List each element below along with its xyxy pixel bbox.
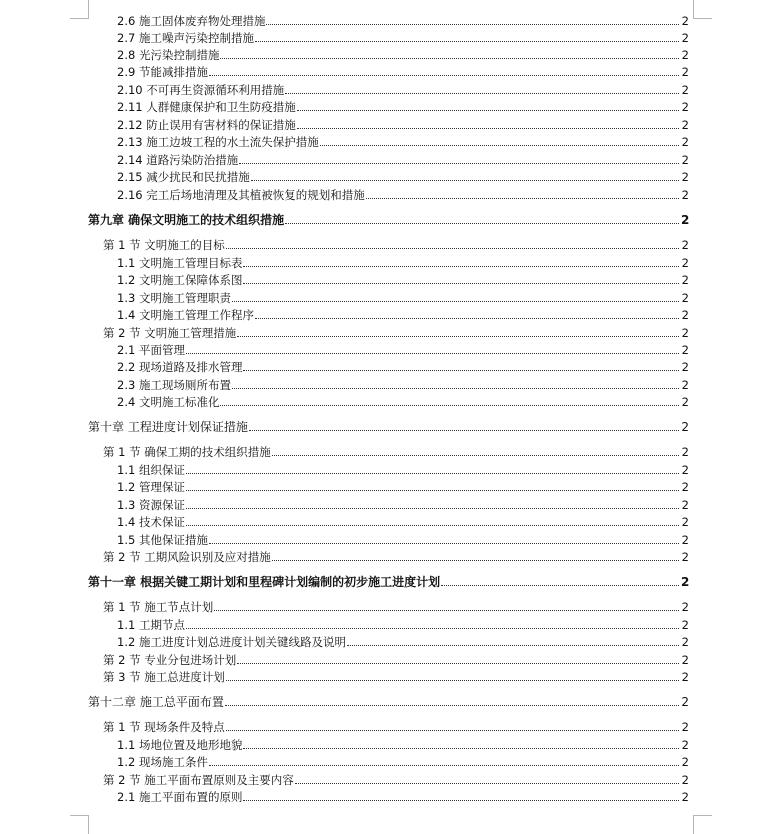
toc-dot-leader [285,222,679,224]
toc-subsection-entry[interactable] [117,632,689,649]
toc-page-number: 2 [681,343,689,357]
toc-chapter-entry[interactable] [88,572,689,589]
toc-page-number: 2 [681,188,689,202]
toc-subsection-entry[interactable] [117,150,689,167]
toc-entry-title: 2.10 不可再生资源循环利用措施 [117,83,285,97]
toc-subsection-entry[interactable] [117,460,689,477]
toc-subsection-entry[interactable] [117,735,689,752]
toc-entry-title: 1.3 资源保证 [117,498,185,512]
toc-subsection-entry[interactable] [117,132,689,149]
toc-page-number: 2 [681,600,689,614]
toc-dot-leader [237,662,679,664]
toc-subsection-entry[interactable] [117,305,689,322]
toc-dot-leader [225,704,679,706]
toc-entry-title: 2.4 文明施工标准化 [117,395,220,409]
toc-page-number: 2 [681,445,689,459]
toc-page-number: 2 [681,65,689,79]
toc-page-number: 2 [681,273,689,287]
toc-page-number: 2 [681,48,689,62]
toc-entry-title: 1.1 场地位置及地形地貌 [117,738,243,752]
toc-subsection-entry[interactable] [117,340,689,357]
toc-page-number: 2 [681,618,689,632]
toc-entry-title: 1.1 组织保证 [117,463,185,477]
toc-entry-title: 2.14 道路污染防治措施 [117,153,239,167]
toc-subsection-entry[interactable] [117,11,689,28]
crop-mark-bottom-right [693,815,712,834]
toc-page-number: 2 [681,790,689,804]
toc-page-number: 2 [681,100,689,114]
toc-chapter-entry[interactable] [88,692,689,709]
toc-entry-title: 2.15 减少扰民和民扰措施 [117,170,250,184]
toc-dot-leader [297,109,679,111]
toc-page-number: 2 [681,256,689,270]
crop-mark-bottom-left [70,815,89,834]
toc-page-number: 2 [681,550,689,564]
toc-dot-leader [214,609,679,611]
toc-dot-leader [209,74,679,76]
toc-entry-title: 2.9 节能减排措施 [117,65,208,79]
toc-entry-title: 1.2 现场施工条件 [117,755,208,769]
toc-subsection-entry[interactable] [117,115,689,132]
toc-chapter-entry[interactable] [88,210,689,227]
toc-subsection-entry[interactable] [117,45,689,62]
toc-entry-title: 2.11 人群健康保护和卫生防疫措施 [117,100,296,114]
toc-subsection-entry[interactable] [117,615,689,632]
toc-subsection-entry[interactable] [117,357,689,374]
toc-page-number: 2 [681,31,689,45]
toc-page-number: 2 [681,291,689,305]
toc-page-number: 2 [681,498,689,512]
toc-page-number: 2 [681,738,689,752]
toc-dot-leader [285,92,679,94]
toc-entry-title: 第 1 节 施工节点计划 [103,600,214,614]
toc-page-number: 2 [681,326,689,340]
toc-dot-leader [251,179,679,181]
toc-entry-title: 第九章 确保文明施工的技术组织措施 [88,213,285,227]
toc-entry-title: 2.12 防止误用有害材料的保证措施 [117,118,296,132]
toc-entry-title: 2.13 施工边坡工程的水土流失保护措施 [117,135,319,149]
toc-dot-leader [441,584,679,586]
toc-subsection-entry[interactable] [117,375,689,392]
toc-entry-title: 1.5 其他保证措施 [117,533,208,547]
toc-page-number: 2 [681,670,689,684]
toc-page-number: 2 [681,720,689,734]
toc-subsection-entry[interactable] [117,28,689,45]
toc-page-number: 2 [681,360,689,374]
toc-section-entry[interactable] [103,650,689,667]
toc-section-entry[interactable] [103,235,689,252]
toc-dot-leader [226,679,679,681]
toc-dot-leader [347,644,679,646]
toc-section-entry[interactable] [103,667,689,684]
toc-entry-title: 2.3 施工现场厕所布置 [117,378,231,392]
toc-page-number: 2 [681,755,689,769]
toc-dot-leader [186,627,679,629]
crop-mark-top-left [70,0,89,19]
toc-dot-leader [249,429,679,431]
toc-entry-title: 第 1 节 现场条件及特点 [103,720,225,734]
toc-entry-title: 第十章 工程进度计划保证措施 [88,420,248,434]
toc-entry-title: 第 2 节 文明施工管理措施 [103,326,237,340]
toc-page-number: 2 [681,395,689,409]
toc-entry-title: 第 2 节 专业分包进场计划 [103,653,237,667]
toc-page-number: 2 [681,515,689,529]
toc-entry-title: 第 1 节 文明施工的目标 [103,238,225,252]
toc-entry-title: 第 1 节 确保工期的技术组织措施 [103,445,271,459]
toc-page-number: 2 [681,635,689,649]
toc-subsection-entry[interactable] [117,530,689,547]
toc-subsection-entry[interactable] [117,167,689,184]
toc-page-number: 2 [681,14,689,28]
toc-entry-title: 1.2 施工进度计划总进度计划关键线路及说明 [117,635,346,649]
toc-section-entry[interactable] [103,323,689,340]
toc-dot-leader [209,542,679,544]
toc-dot-leader [209,764,679,766]
toc-entry-title: 第 2 节 工期风险识别及应对措施 [103,550,271,564]
toc-dot-leader [243,265,679,267]
toc-subsection-entry[interactable] [117,787,689,804]
toc-dot-leader [220,404,679,406]
toc-entry-title: 1.4 技术保证 [117,515,185,529]
toc-dot-leader [186,507,679,509]
toc-dot-leader [243,799,679,801]
toc-subsection-entry[interactable] [117,392,689,409]
toc-entry-title: 第 3 节 施工总进度计划 [103,670,225,684]
toc-entry-title: 2.1 平面管理 [117,343,185,357]
toc-entry-title: 1.1 文明施工管理目标表 [117,256,243,270]
toc-subsection-entry[interactable] [117,185,689,202]
toc-dot-leader [243,747,679,749]
toc-page-number: 2 [681,420,689,434]
toc-dot-leader [272,559,679,561]
toc-subsection-entry[interactable] [117,80,689,97]
toc-dot-leader [232,387,679,389]
crop-mark-top-right [693,0,712,19]
toc-subsection-entry[interactable] [117,97,689,114]
toc-entry-title: 第十二章 施工总平面布置 [88,695,224,709]
toc-dot-leader [220,57,679,59]
toc-dot-leader [295,782,679,784]
toc-page-number: 2 [681,170,689,184]
toc-subsection-entry[interactable] [117,512,689,529]
toc-page-number: 2 [681,118,689,132]
toc-dot-leader [226,247,679,249]
toc-dot-leader [237,335,679,337]
toc-chapter-entry[interactable] [88,417,689,434]
toc-entry-title: 2.2 现场道路及排水管理 [117,360,243,374]
toc-dot-leader [243,282,679,284]
toc-section-entry[interactable] [103,547,689,564]
toc-entry-title: 第 2 节 施工平面布置原则及主要内容 [103,773,294,787]
toc-section-entry[interactable] [103,442,689,459]
toc-dot-leader [272,454,679,456]
toc-dot-leader [320,144,679,146]
toc-page-number: 2 [681,153,689,167]
toc-entry-title: 2.6 施工固体废弃物处理措施 [117,14,266,28]
toc-entry-title: 1.2 文明施工保障体系图 [117,273,243,287]
toc-entry-title: 1.4 文明施工管理工作程序 [117,308,254,322]
toc-page-number: 2 [681,653,689,667]
toc-dot-leader [266,23,679,25]
toc-dot-leader [366,197,679,199]
toc-page-number: 2 [681,533,689,547]
toc-page-number: 2 [681,238,689,252]
toc-subsection-entry[interactable] [117,288,689,305]
toc-subsection-entry[interactable] [117,752,689,769]
toc-dot-leader [232,300,679,302]
toc-page-number: 2 [681,83,689,97]
toc-section-entry[interactable] [103,597,689,614]
toc-page-number: 2 [681,773,689,787]
toc-subsection-entry[interactable] [117,253,689,270]
toc-dot-leader [186,472,679,474]
toc-page-number: 2 [681,135,689,149]
toc-dot-leader [255,317,679,319]
toc-subsection-entry[interactable] [117,62,689,79]
toc-page-number: 2 [681,463,689,477]
toc-page-number: 2 [681,695,689,709]
toc-section-entry[interactable] [103,717,689,734]
toc-dot-leader [186,489,679,491]
toc-page-number: 2 [681,480,689,494]
toc-section-entry[interactable] [103,770,689,787]
toc-subsection-entry[interactable] [117,270,689,287]
toc-dot-leader [255,40,679,42]
toc-page-number: 2 [681,378,689,392]
toc-page-number: 2 [681,308,689,322]
toc-entry-title: 1.2 管理保证 [117,480,185,494]
toc-dot-leader [297,127,679,129]
toc-entry-title: 1.3 文明施工管理职责 [117,291,231,305]
toc-dot-leader [186,524,679,526]
toc-entry-title: 2.7 施工噪声污染控制措施 [117,31,254,45]
toc-entry-title: 2.1 施工平面布置的原则 [117,790,243,804]
toc-subsection-entry[interactable] [117,477,689,494]
toc-dot-leader [226,729,679,731]
toc-dot-leader [243,369,679,371]
toc-entry-title: 1.1 工期节点 [117,618,185,632]
toc-dot-leader [239,162,679,164]
toc-entry-title: 2.8 光污染控制措施 [117,48,220,62]
toc-entry-title: 2.16 完工后场地清理及其植被恢复的规划和措施 [117,188,365,202]
toc-entry-title: 第十一章 根据关键工期计划和里程碑计划编制的初步施工进度计划 [88,575,441,589]
toc-page-number: 2 [681,213,690,227]
toc-dot-leader [186,352,679,354]
toc-page-number: 2 [681,575,690,589]
toc-subsection-entry[interactable] [117,495,689,512]
